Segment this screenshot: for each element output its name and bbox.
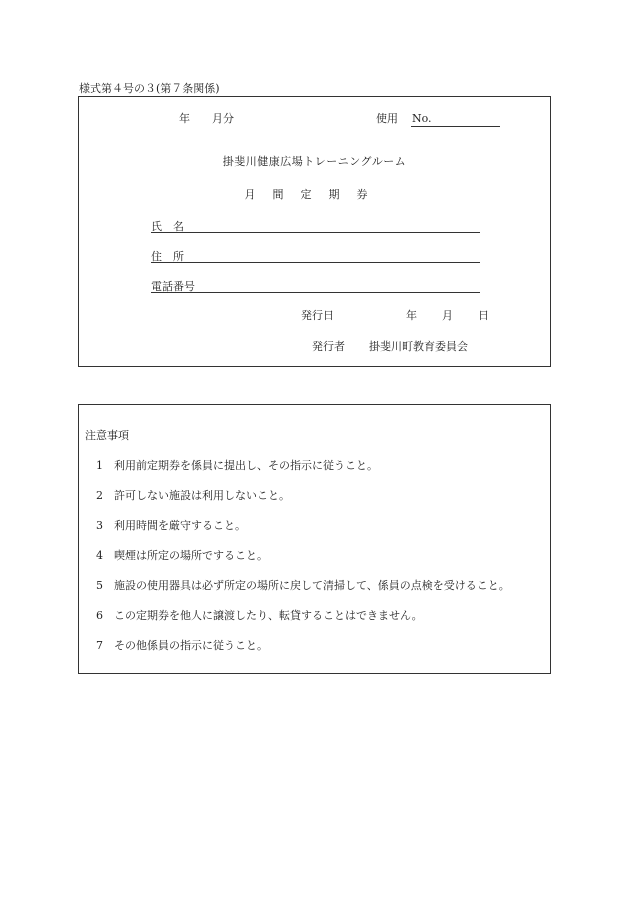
list-item-text: 利用時間を厳守すること。 — [114, 519, 246, 532]
list-item — [96, 460, 378, 471]
list-item-text: 利用前定期券を係員に提出し、その指示に従うこと。 — [114, 459, 378, 472]
list-item — [96, 640, 268, 651]
list-item — [96, 580, 510, 591]
usage-label: 使用 — [376, 112, 398, 125]
name-label: 氏 名 — [151, 220, 184, 233]
list-item-text: 許可しない施設は利用しないこと。 — [114, 489, 290, 502]
list-item — [96, 520, 246, 531]
month-part-label: 月分 — [212, 112, 234, 125]
list-item-text: その他係員の指示に従うこと。 — [114, 639, 268, 652]
form-number: 様式第４号の３(第７条関係) — [79, 82, 220, 95]
phone-line — [151, 292, 480, 293]
address-label: 住 所 — [151, 250, 184, 263]
list-item-number: 1 — [96, 459, 103, 472]
notes-card — [78, 404, 551, 674]
issue-date-year: 年 — [406, 309, 417, 322]
ticket-title — [79, 189, 550, 200]
ticket-title-text: 月間定期券 — [244, 188, 385, 201]
list-item-text: この定期券を他人に譲渡したり、転貸することはできません。 — [114, 609, 423, 622]
address-line — [151, 262, 480, 263]
issue-date-month: 月 — [442, 309, 453, 322]
list-item-number: 2 — [96, 489, 103, 502]
ticket-number-line — [411, 126, 500, 127]
issuer-name: 掛斐川町教育委員会 — [369, 340, 468, 353]
list-item-number: 4 — [96, 549, 103, 562]
notes-heading: 注意事項 — [85, 429, 129, 442]
issue-date-label: 発行日 — [301, 309, 334, 322]
ticket-card — [78, 96, 551, 367]
issuer-label: 発行者 — [312, 340, 345, 353]
list-item-text: 喫煙は所定の場所ですること。 — [114, 549, 268, 562]
name-line — [151, 232, 480, 233]
list-item-number: 3 — [96, 519, 103, 532]
list-item-text: 施設の使用器具は必ず所定の場所に戻して清掃して、係員の点検を受けること。 — [114, 579, 510, 592]
list-item-number: 7 — [96, 639, 103, 652]
year-label: 年 — [179, 112, 190, 125]
list-item — [96, 490, 290, 501]
list-item — [96, 610, 423, 621]
facility-name: 掛斐川健康広場トレーニングルーム — [222, 155, 407, 168]
list-item — [96, 550, 268, 561]
ticket-number-label: No. — [412, 112, 432, 125]
issue-date-day: 日 — [478, 309, 489, 322]
phone-label: 電話番号 — [151, 280, 195, 293]
list-item-number: 5 — [96, 579, 103, 592]
list-item-number: 6 — [96, 609, 103, 622]
